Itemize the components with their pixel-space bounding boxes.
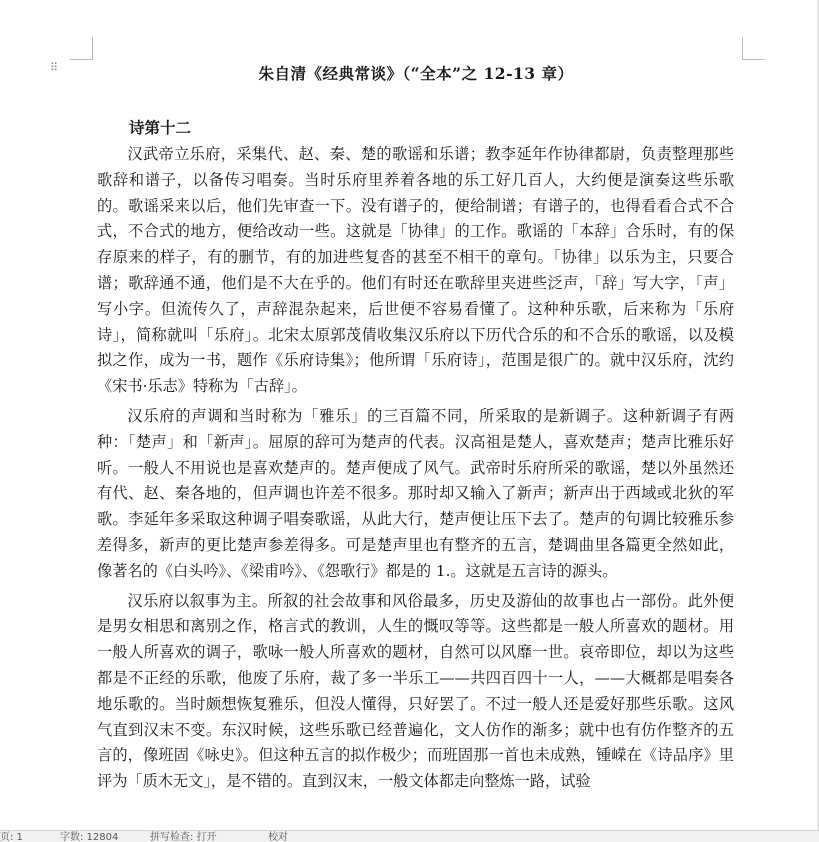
crop-mark-top-left [70,37,93,60]
table-move-handle-icon[interactable]: ⠿ [50,61,60,74]
status-bar [0,830,819,842]
status-page[interactable]: 页: 1 [0,832,23,842]
status-extra[interactable]: 校对 [268,832,288,842]
document-title[interactable]: 朱自清《经典常谈》（“全本”之 12-13 章） [258,64,574,83]
document-body[interactable] [97,142,734,799]
paragraph[interactable]: 汉武帝立乐府，采集代、赵、秦、楚的歌谣和乐谱；教李延年作协律都尉，负责整理那些歌辞和谱子，以备传习唱奏。当时乐府里养着各地的乐工好几百人，大约便是演奏这些乐歌的。歌谣采来以后，他们先审查一下。没有谱子的，便给制谱；有谱子的，也得看看合式不合式，不合式的地方，便给改动一些。这就是「协律」的工作。歌谣的「本辞」合乐时，有的保存原来的样子，有的删节，有的加进些复沓的甚至不相干的章句。「协律」以乐为主，只要合谱；歌辞通不通，他们是不大在乎的。他们有时还在歌辞里夹进些泛声，「辞」写大字，「声」写小字。但流传久了，声辞混杂起来，后世便不容易看懂了。这种种乐歌，后来称为「乐府诗」，简称就叫「乐府」。北宋太原郭茂倩收集汉乐府以下历代合乐的和不合乐的歌谣，以及模拟之作，成为一书，题作《乐府诗集》；他所谓「乐府诗」，范围是很广的。就中汉乐府，沈约《宋书·乐志》特称为「古辞」。 [97,145,734,396]
paragraph[interactable]: 汉乐府以叙事为主。所叙的社会故事和风俗最多，历史及游仙的故事也占一部份。此外便是男女相思和离别之作，格言式的教训，人生的慨叹等等。这些都是一般人所喜欢的题材。用一般人所喜欢的调子，歌咏一般人所喜欢的题材，自然可以风靡一世。哀帝即位，却以为这些都是不正经的乐歌，他废了乐府，裁了多一半乐工——共四百四十一人，——大概都是唱奏各地乐歌的。当时颇想恢复雅乐，但没人懂得，只好罢了。不过一般人还是爱好那些乐歌。这风气直到汉末不变。东汉时候，这些乐歌已经普遍化，文人仿作的渐多；就中也有仿作整齐的五言的，像班固《咏史》。但这种五言的拟作极少；而班固那一首也未成熟，锺嵘在《诗品序》里评为「质木无文」，是不错的。直到汉末，一般文体都走向整炼一路，试验 [97,591,734,791]
crop-mark-top-right [742,37,765,60]
status-proofing[interactable]: 拼写检查: 打开 [150,832,217,842]
section-heading[interactable]: 诗第十二 [129,118,192,137]
paragraph[interactable]: 汉乐府的声调和当时称为「雅乐」的三百篇不同，所采取的是新调子。这种新调子有两种：「楚声」和「新声」。屈原的辞可为楚声的代表。汉高祖是楚人，喜欢楚声；楚声比雅乐好听。一般人不用说也是喜欢楚声的。楚声便成了风气。武帝时乐府所采的歌谣，楚以外虽然还有代、赵、秦各地的，但声调也许差不很多。那时却又输入了新声；新声出于西域或北狄的军歌。李延年多采取这种调子唱奏歌谣，从此大行，楚声便让压下去了。楚声的句调比较雅乐参差得多，新声的更比楚声参差得多。可是楚声里也有整齐的五言，楚调曲里各篇更全然如此，像著名的《白头吟》、《梁甫吟》、《怨歌行》都是的 1.。这就是五言诗的源头。 [97,406,734,580]
status-word-count[interactable]: 字数: 12804 [60,832,119,842]
